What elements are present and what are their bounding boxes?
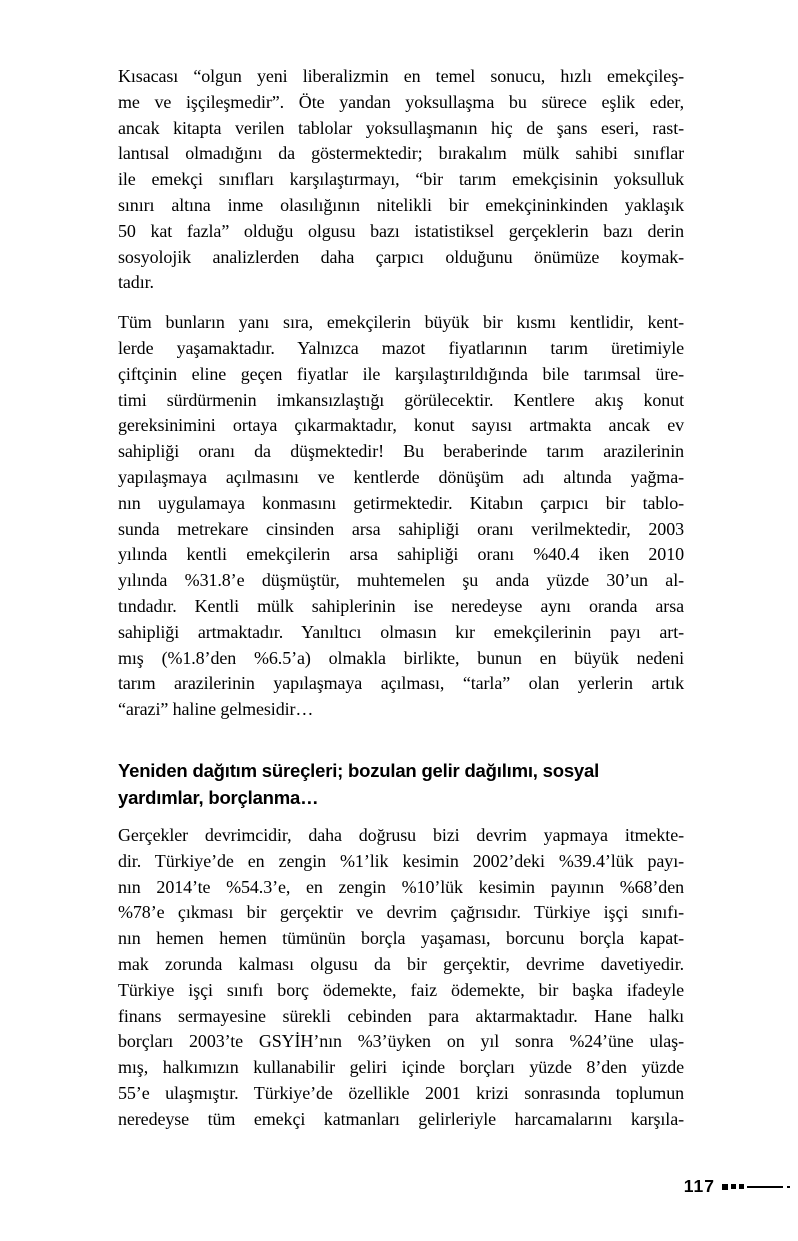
text-line: Kısacası “olgun yeni liberalizmin en temel sonucu, hızlı emekçileş- [118, 66, 684, 86]
text-line: neredeyse tüm emekçi katmanları gelirleriyle harcamalarını karşıla- [118, 1108, 684, 1129]
text-line: sunda metrekare cinsinden arsa sahipliği oranı verilmektedir, 2003 [118, 518, 684, 539]
text-line: sahipliği oranı da düşmektedir! Bu beraberinde tarım arazilerinin [118, 441, 684, 462]
text-line: mak zorunda kalması olgusu da bir gerçektir, devrime davetiyedir. [118, 953, 684, 974]
text-line: ancak kitapta verilen tablolar yoksullaşmanın hiç de şans eseri, rast- [118, 117, 684, 138]
text-line: tındadır. Kentli mülk sahiplerinin ise neredeyse aynı oranda arsa [118, 595, 684, 616]
text-line: Türkiye işçi sınıfı borç ödemekte, faiz ödemekte, bir başka ifadeyle [118, 979, 684, 1000]
text-line: Tüm bunların yanı sıra, emekçilerin büyük bir kısmı kentlidir, kent- [118, 312, 684, 333]
text-line: mış, halkımızın kullanabilir geliri içinde borçları yüzde 8’den yüzde [118, 1057, 684, 1078]
square-icon [722, 1184, 728, 1190]
footer-dot [787, 1186, 790, 1189]
text-line: Gerçekler devrimcidir, daha doğrusu bizi devrim yapmaya itmekte- [118, 824, 684, 845]
text-line: mış (%1.8’den %6.5’a) olmakla birlikte, bunun en büyük nedeni [118, 647, 684, 668]
page-footer [684, 1178, 790, 1196]
text-line: sahipliği artmaktadır. Yanıltıcı olmasın kır emekçilerinin payı art- [118, 621, 684, 642]
text-line: yılında %31.8’e düşmüştür, muhtemelen şu anda yüzde 30’un al- [118, 570, 684, 591]
text-line: ile emekçi sınıfları karşılaştırmayı, “bir tarım emekçisinin yoksulluk [118, 169, 684, 190]
text-line: borçları 2003’te GSYİH’nın %3’üyken on yıl sonra %24’üne ulaş- [118, 1031, 684, 1052]
text-line: sınırı altına inme olasılığının nitelikli bir emekçininkinden yaklaşık [118, 194, 684, 215]
text-line: finans sermayesine sürekli cebinden para aktarmaktadır. Hane halkı [118, 1005, 684, 1026]
text-line: 55’e ulaşmıştır. Türkiye’de özellikle 2001 krizi sonrasında toplumun [118, 1082, 684, 1103]
page-text-column [118, 64, 684, 1132]
text-line: timi sürdürmenin imkansızlaştığı görülecektir. Kentlere akış konut [118, 389, 684, 410]
heading-line: yardımlar, borçlanma… [118, 786, 319, 808]
section-heading [118, 757, 684, 811]
footer-rule [747, 1186, 783, 1189]
text-line: gereksinimini ortaya çıkarmaktadır, konut sayısı artmakta ancak ev [118, 415, 684, 436]
text-line: tarım arazilerinin yapılaşmaya açılması, “tarla” olan yerlerin artık [118, 673, 684, 694]
text-line: çiftçinin eline geçen fiyatlar ile karşılaştırıldığında bile tarımsal üre- [118, 363, 684, 384]
text-line: “arazi” haline gelmesidir… [118, 699, 314, 720]
square-icon [731, 1184, 736, 1189]
text-line: lerde yaşamaktadır. Yalnızca mazot fiyatlarının tarım üretimiyle [118, 337, 684, 358]
text-line: lantısal olmadığını da göstermektedir; bırakalım mülk sahibi sınıflar [118, 143, 684, 164]
paragraph-2 [118, 310, 684, 723]
text-line: nın hemen hemen tümünün borçla yaşaması, borcunu borçla kapat- [118, 928, 684, 949]
page-number: 117 [683, 1176, 715, 1196]
text-line: yapılaşmaya açılmasını ve kentlerde dönüşüm adı altında yağma- [118, 466, 684, 487]
text-line: tadır. [118, 272, 154, 293]
text-line: dir. Türkiye’de en zengin %1’lik kesimin 2002’deki %39.4’lük payı- [118, 850, 684, 871]
heading-line: Yeniden dağıtım süreçleri; bozulan gelir dağılımı, sosyal [118, 759, 600, 781]
text-line: nın 2014’te %54.3’e, en zengin %10’lük kesimin payının %68’den [118, 876, 684, 897]
text-line: nın uygulamaya konmasını getirmektedir. Kitabın çarpıcı bir tablo- [118, 492, 684, 513]
text-line: me ve işçileşmedir”. Öte yandan yoksullaşma bu sürece eşlik eder, [118, 91, 684, 112]
text-line: sosyolojik analizlerden daha çarpıcı olduğunu önümüze koymak- [118, 246, 684, 267]
text-line: yılında kentli emekçilerin arsa sahipliği oranı %40.4 iken 2010 [118, 544, 684, 565]
paragraph-1 [118, 64, 684, 296]
square-icon [739, 1184, 744, 1189]
text-line: %78’e çıkması bir gerçektir ve devrim çağrısıdır. Türkiye işçi sınıfı- [118, 902, 684, 923]
text-line: 50 kat fazla” olduğu olgusu bazı istatistiksel gerçeklerin bazı derin [118, 220, 684, 241]
footer-squares-icon [722, 1184, 744, 1190]
paragraph-3 [118, 823, 684, 1133]
